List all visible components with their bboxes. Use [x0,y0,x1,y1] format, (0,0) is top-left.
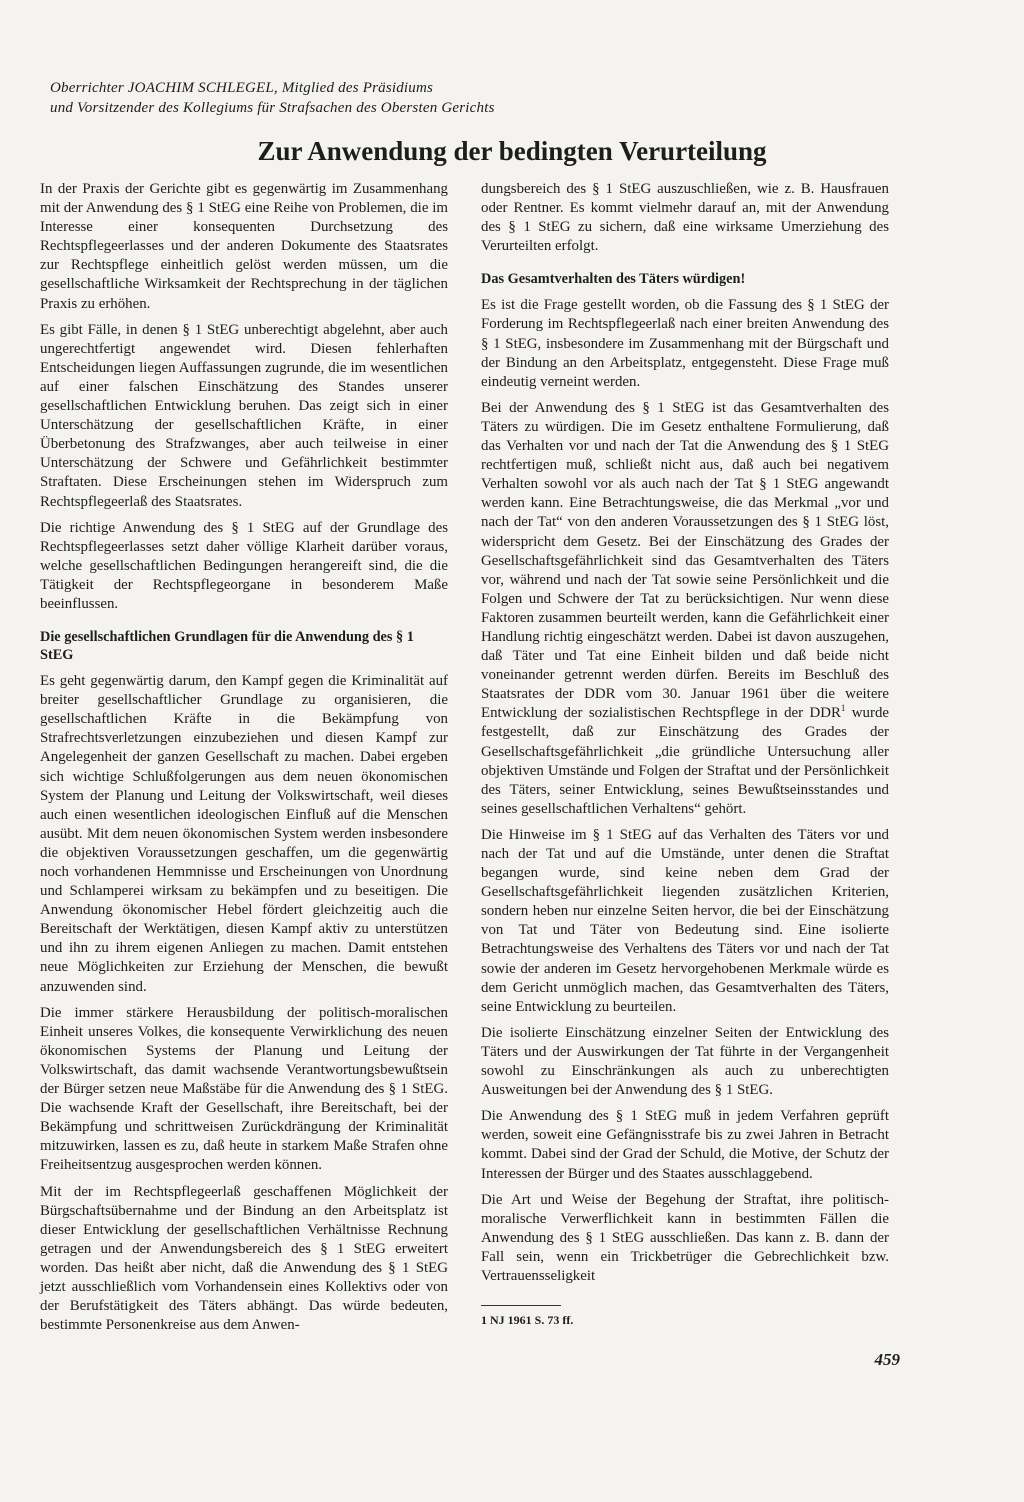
paragraph: Die Art und Weise der Begehung der Straftat, ihre politisch-moralische Verwerflichkeit kann in bestimmten Fällen die Anwendung des § 1 StEG ausschließen. Das kann z. B. dann der Fall sein, wenn ein Trickbetrüger die Gebrechlichkeit bzw. Vertrauensseligkeit [481,1191,889,1284]
page-number: 459 [874,1350,900,1369]
paragraph: dungsbereich des § 1 StEG auszuschließen, wie z. B. Hausfrauen oder Rentner. Es kommt vielmehr darauf an, mit der Anwendung des § 1 StEG zu sichern, daß eine wirksame Umerziehung des Verurteilten erfolgt. [481,181,889,255]
section-heading: Die gesellschaftlichen Grundlagen für die Anwendung des § 1 StEG [40,629,414,664]
byline-line-1: Oberrichter JOACHIM SCHLEGEL, Mitglied des Präsidiums [50,80,434,96]
paragraph: Es ist die Frage gestellt worden, ob die Fassung des § 1 StEG der Forderung im Rechtspflegeerlaß nach einer breiten Anwendung des § 1 StEG, insbesondere im Zusammenhang mit der Bürgschaft und der Bindung an den Arbeitsplatz, entgegensteht. Diese Frage muß eindeutig verneint werden. [481,297,889,390]
author-byline [50,78,950,118]
paragraph-text: wurde festgestellt, daß zur Einschätzung des Grades der Gesellschaftsgefährlichkeit „die gründliche Untersuchung aller objektiven Umstände und Folgen der Straftat und der Persönlichkeit des Täters, seiner Entwicklung, seines Bewußtseinsstandes und seines gesellschaftlichen Verhaltens“ gehört. [481,705,889,817]
paragraph: Die Anwendung des § 1 StEG muß in jedem Verfahren geprüft werden, soweit eine Gefängnisstrafe bis zu zwei Jahren in Betracht kommt. Dabei sind der Grad der Schuld, die Motive, der Schutz der Interessen der Bürger und des Staates ausschlaggebend. [481,1108,889,1182]
paragraph: Die Hinweise im § 1 StEG auf das Verhalten des Täters vor und nach der Tat und auf die Umstände, unter denen die Straftat begangen wurde, sind keine neben dem Grad der Gesellschaftsgefährlichkeit liegenden zusätzlichen Kriterien, sondern heben nur einzelne Seiten hervor, die bei der Einschätzung von Tat und Täter von Bedeutung sind. Eine isolierte Betrachtungsweise des Verhaltens des Täters vor und nach der Tat sowie der anderen im Gesetz hervorgehobenen Merkmale würde es dem Gericht unmöglich machen, das Gesamtverhalten des Täters, seine Entwicklung zu beurteilen. [481,826,889,1015]
paragraph-text: Bei der Anwendung des § 1 StEG ist das Gesamtverhalten des Täters zu würdigen. Die im Gesetz enthaltene Formulierung, daß das Verhalten vor und nach der Tat die Anwendung des § 1 StEG rechtfertigen muß, schließt nicht aus, daß auch bei negativem Verhalten sowohl vor als auch nach der Tat § 1 StEG angewandt werden kann. Eine Betrachtungsweise, die das Merkmal „vor und nach der Tat“ von den anderen Voraussetzungen des § 1 StEG löst, widerspricht dem Gesetz. Bei der Einschätzung des Grades der Gesellschaftsgefährlichkeit sind das Gesamtverhalten des Täters vor, während und nach der Tat sowie seine Persönlichkeit und die Folgen und Schwere der Tat zu berücksichtigen. Nur wenn diese Faktoren zusammen beurteilt werden, kann die Gefährlichkeit einer Handlung richtig eingeschätzt werden. Dabei ist davon auszugehen, daß Täter und Tat eine Einheit bilden und daß beide nicht voneinander getrennt werden dürfen. Bereits im Beschluß des Staatsrates der DDR vom 30. Januar 1961 über die weitere Entwicklung der sozialistischen Rechtspflege in der DDR [481,399,889,722]
paragraph: In der Praxis der Gerichte gibt es gegenwärtig im Zusammenhang mit der Anwendung des § 1 StEG eine Reihe von Problemen, die im Interesse einer konsequenten Durchsetzung des Rechtspflegeerlasses und der anderen Dokumente des Staatsrates zur Rechtspflege einheitlich gelöst werden müssen, um die gesellschaftliche Wirksamkeit der Rechtsprechung in der täglichen Praxis zu erhöhen. [40,181,448,312]
paragraph: Die immer stärkere Herausbildung der politisch-moralischen Einheit unseres Volkes, die konsequente Verwirklichung des neuen ökonomischen Systems der Planung und Leitung der Volkswirtschaft, das damit wachsende Verantwortungsbewußtsein der Bürger setzen neue Maßstäbe für die Anwendung des § 1 StEG. Die wachsende Kraft der Gesellschaft, ihre Bereitschaft, bei der Bekämpfung und schrittweisen Zurückdrängung der Kriminalität mitzuwirken, lassen es zu, daß heute in starkem Maße Strafen ohne Freiheitsentzug ausgesprochen werden können. [40,1004,448,1174]
article-title: Zur Anwendung der bedingten Verurteilung [257,136,767,166]
paragraph: Mit der im Rechtspflegeerlaß geschaffenen Möglichkeit der Bürgschaftsübernahme und der Bindung an den Arbeitsplatz ist dieser Entwicklung der gesellschaftlichen Verhältnisse Rechnung getragen und der Anwendungsbereich des § 1 StEG erweitert worden. Das heißt aber nicht, daß die Anwendung des § 1 StEG jetzt ausschließlich vom Vorhandensein eines Kollektivs oder von der Berufstätigkeit des Täters abhängt. Das würde bedeuten, bestimmte Personenkreise aus dem Anwen- [40,1183,448,1334]
paragraph: Die richtige Anwendung des § 1 StEG auf der Grundlage des Rechtspflegeerlasses setzt daher völlige Klarheit darüber voraus, welche gesellschaftlichen Bedingungen herangereift sind, die die Tätigkeit der Rechtspflegeorgane in besonderem Maße beeinflussen. [40,519,448,612]
section-heading: Das Gesamtverhalten des Täters würdigen! [481,271,746,288]
footnote: 1 NJ 1961 S. 73 ff. [481,1313,574,1327]
byline-line-2: und Vorsitzender des Kollegiums für Strafsachen des Obersten Gerichts [50,100,495,116]
paragraph: Es gibt Fälle, in denen § 1 StEG unberechtigt abgelehnt, aber auch ungerechtfertigt angewendet wird. Diesen fehlerhaften Entscheidungen liegen Auffassungen zugrunde, die im wesentlichen auf einer falschen Einschätzung des Standes unserer gesellschaftlichen Entwicklung beruhen. Das zeigt sich in einer Unterschätzung der gesellschaftlichen Kräfte, in einer Überbetonung des Strafzwanges, aber auch teilweise in einer Unterschätzung der Schwere und Gefährlichkeit bestimmter Straftaten. Diese Erscheinungen stehen im Widerspruch zum Rechtspflegeerlaß des Staatsrates. [40,321,448,510]
paragraph: Es geht gegenwärtig darum, den Kampf gegen die Kriminalität auf breiter gesellschaftlicher Grundlage zu organisieren, die gesellschaftlichen Kräfte in die Bekämpfung von Strafrechtsverletzungen einzubeziehen und diesen Kampf zur Angelegenheit der ganzen Gesellschaft zu machen. Dabei ergeben sich wichtige Schlußfolgerungen aus dem neuen ökonomischen System der Planung und Leitung der Volkswirtschaft, weil dieses auch einen wesentlichen ideologischen Einfluß auf die Menschen ausübt. Mit dem neuen ökonomischen System werden insbesondere die objektiven Voraussetzungen geschaffen, um die gegenwärtig noch vorhandenen Hemmnisse und Erscheinungen von Unordnung und Schlamperei wirksam zu bekämpfen und zu beseitigen. Die Anwendung ökonomischer Hebel fördert gleichzeitig auch die Bereitschaft der Werktätigen, diesen Kampf aktiv zu unterstützen und ihn zu ihrem eigenen Anliegen zu machen. Damit entstehen neue Möglichkeiten zur Erziehung der Menschen, die bewußt anzuwenden sind. [40,673,448,995]
paragraph [481,399,889,819]
footnote-divider [481,1305,561,1306]
left-column [40,180,448,1342]
paragraph: Die isolierte Einschätzung einzelner Seiten der Entwicklung des Täters und der Auswirkungen der Tat führte in der Vergangenheit sowohl zu Einschränkungen als auch zu unberechtigten Ausweitungen bei der Anwendung des § 1 StEG. [481,1024,889,1099]
footnote-marker: 1 [840,703,846,714]
right-column [481,180,889,1293]
